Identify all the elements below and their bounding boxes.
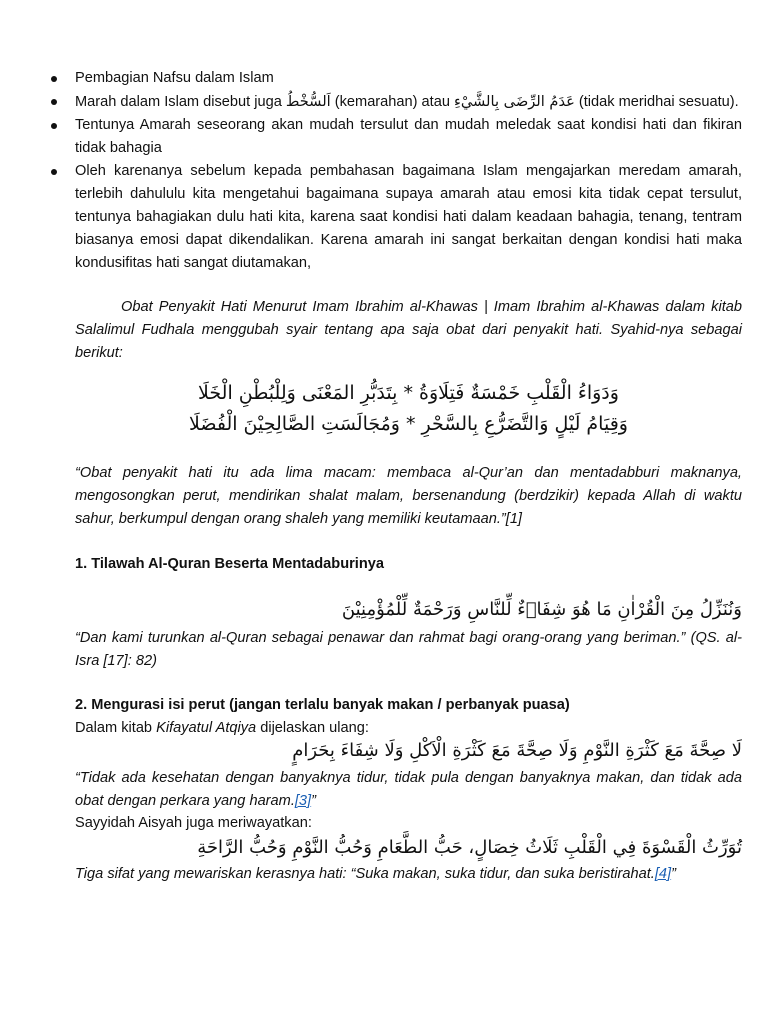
intro-paragraph: Obat Penyakit Hati Menurut Imam Ibrahim al-Khawas | Imam Ibrahim al-Khawas dalam kitab Salalimul Fudhala menggubah syair tentang apa saja obat dari penyakit hati. Syahid-nya sebagai berikut: — [75, 299, 742, 361]
quran-verse: وَنُنَزِّلُ مِنَ الْقُرْاٰنِ مَا هُوَ شِفَاۤءٌ لِّلنَّاسِ وَرَحْمَةٌ لِّلْمُؤْمِنِيْنَ — [341, 599, 742, 620]
bullet-text-mid: (kemarahan) atau — [330, 94, 455, 110]
list-item — [50, 114, 742, 160]
bullet-icon — [51, 123, 57, 129]
poem-translation: “Obat penyakit hati itu ada lima macam: membaca al-Qur’an dan mentadabburi maknanya, mengosongkan perut, mendirikan shalat malam, bersenandung (berdzikir) kepada Allah di waktu sahur, berkumpul dengan orang shaleh yang memiliki keutamaan.”[1] — [75, 465, 742, 527]
quote-translation-1-text: “Tidak ada kesehatan dengan banyaknya tidur, tidak pula dengan banyaknya makan, dan tidak ada obat dengan perkara yang haram. — [75, 770, 742, 809]
footnote-link-4[interactable]: [4] — [654, 866, 672, 882]
kitab-intro-text-end: dijelaskan ulang: — [256, 720, 369, 736]
quote-close: ” — [311, 793, 316, 809]
list-item — [50, 160, 742, 275]
list-item — [50, 67, 742, 90]
bullet-list — [50, 67, 742, 275]
bullet-icon — [51, 169, 57, 175]
aisyah-intro: Sayyidah Aisyah juga meriwayatkan: — [75, 815, 312, 831]
quote-translation-2-text: Tiga sifat yang mewariskan kerasnya hati: “Suka makan, suka tidur, dan suka beristirahat. — [75, 866, 655, 882]
quote-close: ” — [671, 866, 676, 882]
list-item — [50, 90, 742, 114]
quote-translation-2 — [75, 863, 742, 886]
arabic-quote-1: لَا صِحَّةَ مَعَ كَثْرَةِ النَّوْمِ وَلَا صِحَّةَ مَعَ كَثْرَةِ الْاَكْلِ وَلَا شِفَاءَ بِحَرَامٍ — [292, 740, 742, 761]
bullet-text-post: (tidak meridhai sesuatu). — [574, 94, 739, 110]
arabic-quote-2: تُوَرِّثُ الْقَسْوَةَ فِي الْقَلْبِ ثَلَاثُ خِصَالٍ، حَبُّ الطَّعَامِ وَحُبُّ النَّوْمِ وَحُبُّ الرَّاحَةِ — [197, 837, 742, 858]
bullet-icon — [51, 99, 57, 105]
verse-translation: “Dan kami turunkan al-Quran sebagai penawar dan rahmat bagi orang-orang yang beriman.” (QS. al-Isra [17]: 82) — [75, 630, 742, 669]
poem-block — [75, 378, 742, 440]
kitab-name: Kifayatul Atqiya — [156, 720, 257, 736]
bullet-text: Oleh karenanya sebelum kepada pembahasan bagaimana Islam mengajarkan meredam amarah, terlebih dahululu kita mengetahui bagaimana supaya amarah atau emosi kita tidak cepat tersulut, tentunya bahagiakan dulu hati kita, karena saat kondisi hati dalam keadaan bahagia, tenang, tentram biasanya emosi dapat dikendalikan. Karena amarah ini sangat berkaitan dengan kondisi hati maka kondusifitas hati sangat diutamakan, — [75, 163, 742, 271]
bullet-icon — [51, 76, 57, 82]
footnote-link-3[interactable]: [3] — [294, 793, 312, 809]
section-heading-1: 1. Tilawah Al-Quran Beserta Mentadaburinya — [75, 556, 384, 572]
bullet-text: Pembagian Nafsu dalam Islam — [75, 70, 274, 86]
arabic-term-sukht: اَلسُّخْطُ — [285, 93, 331, 110]
bullet-text: Tentunya Amarah seseorang akan mudah tersulut dan mudah meledak saat kondisi hati dan fikiran tidak bahagia — [75, 117, 742, 156]
poem-line-1: وَدَوَاءُ الْقَلْبِ خَمْسَةٌ فَتِلَاوَةُ * بِتَدَبُّرِ المَعْنَى وَلِلْبُطْنِ الْخَلَا — [198, 382, 619, 404]
poem-line-2: وَقِيَامُ لَيْلٍ وَالتَّضَرُّعِ بِالسَّحْرِ * وَمُجَالَسَتِ الصَّالِحِيْنَ الْفُضَلَا — [189, 413, 628, 435]
quote-translation-1 — [75, 767, 742, 813]
bullet-text-pre: Marah dalam Islam disebut juga — [75, 94, 286, 110]
section-heading-2: 2. Mengurasi isi perut (jangan terlalu banyak makan / perbanyak puasa) — [75, 697, 570, 713]
kitab-intro-text: Dalam kitab — [75, 720, 157, 736]
arabic-term-adamu-ridha: عَدَمُ الرِّضَى بِالشَّيْءِ — [454, 93, 575, 110]
